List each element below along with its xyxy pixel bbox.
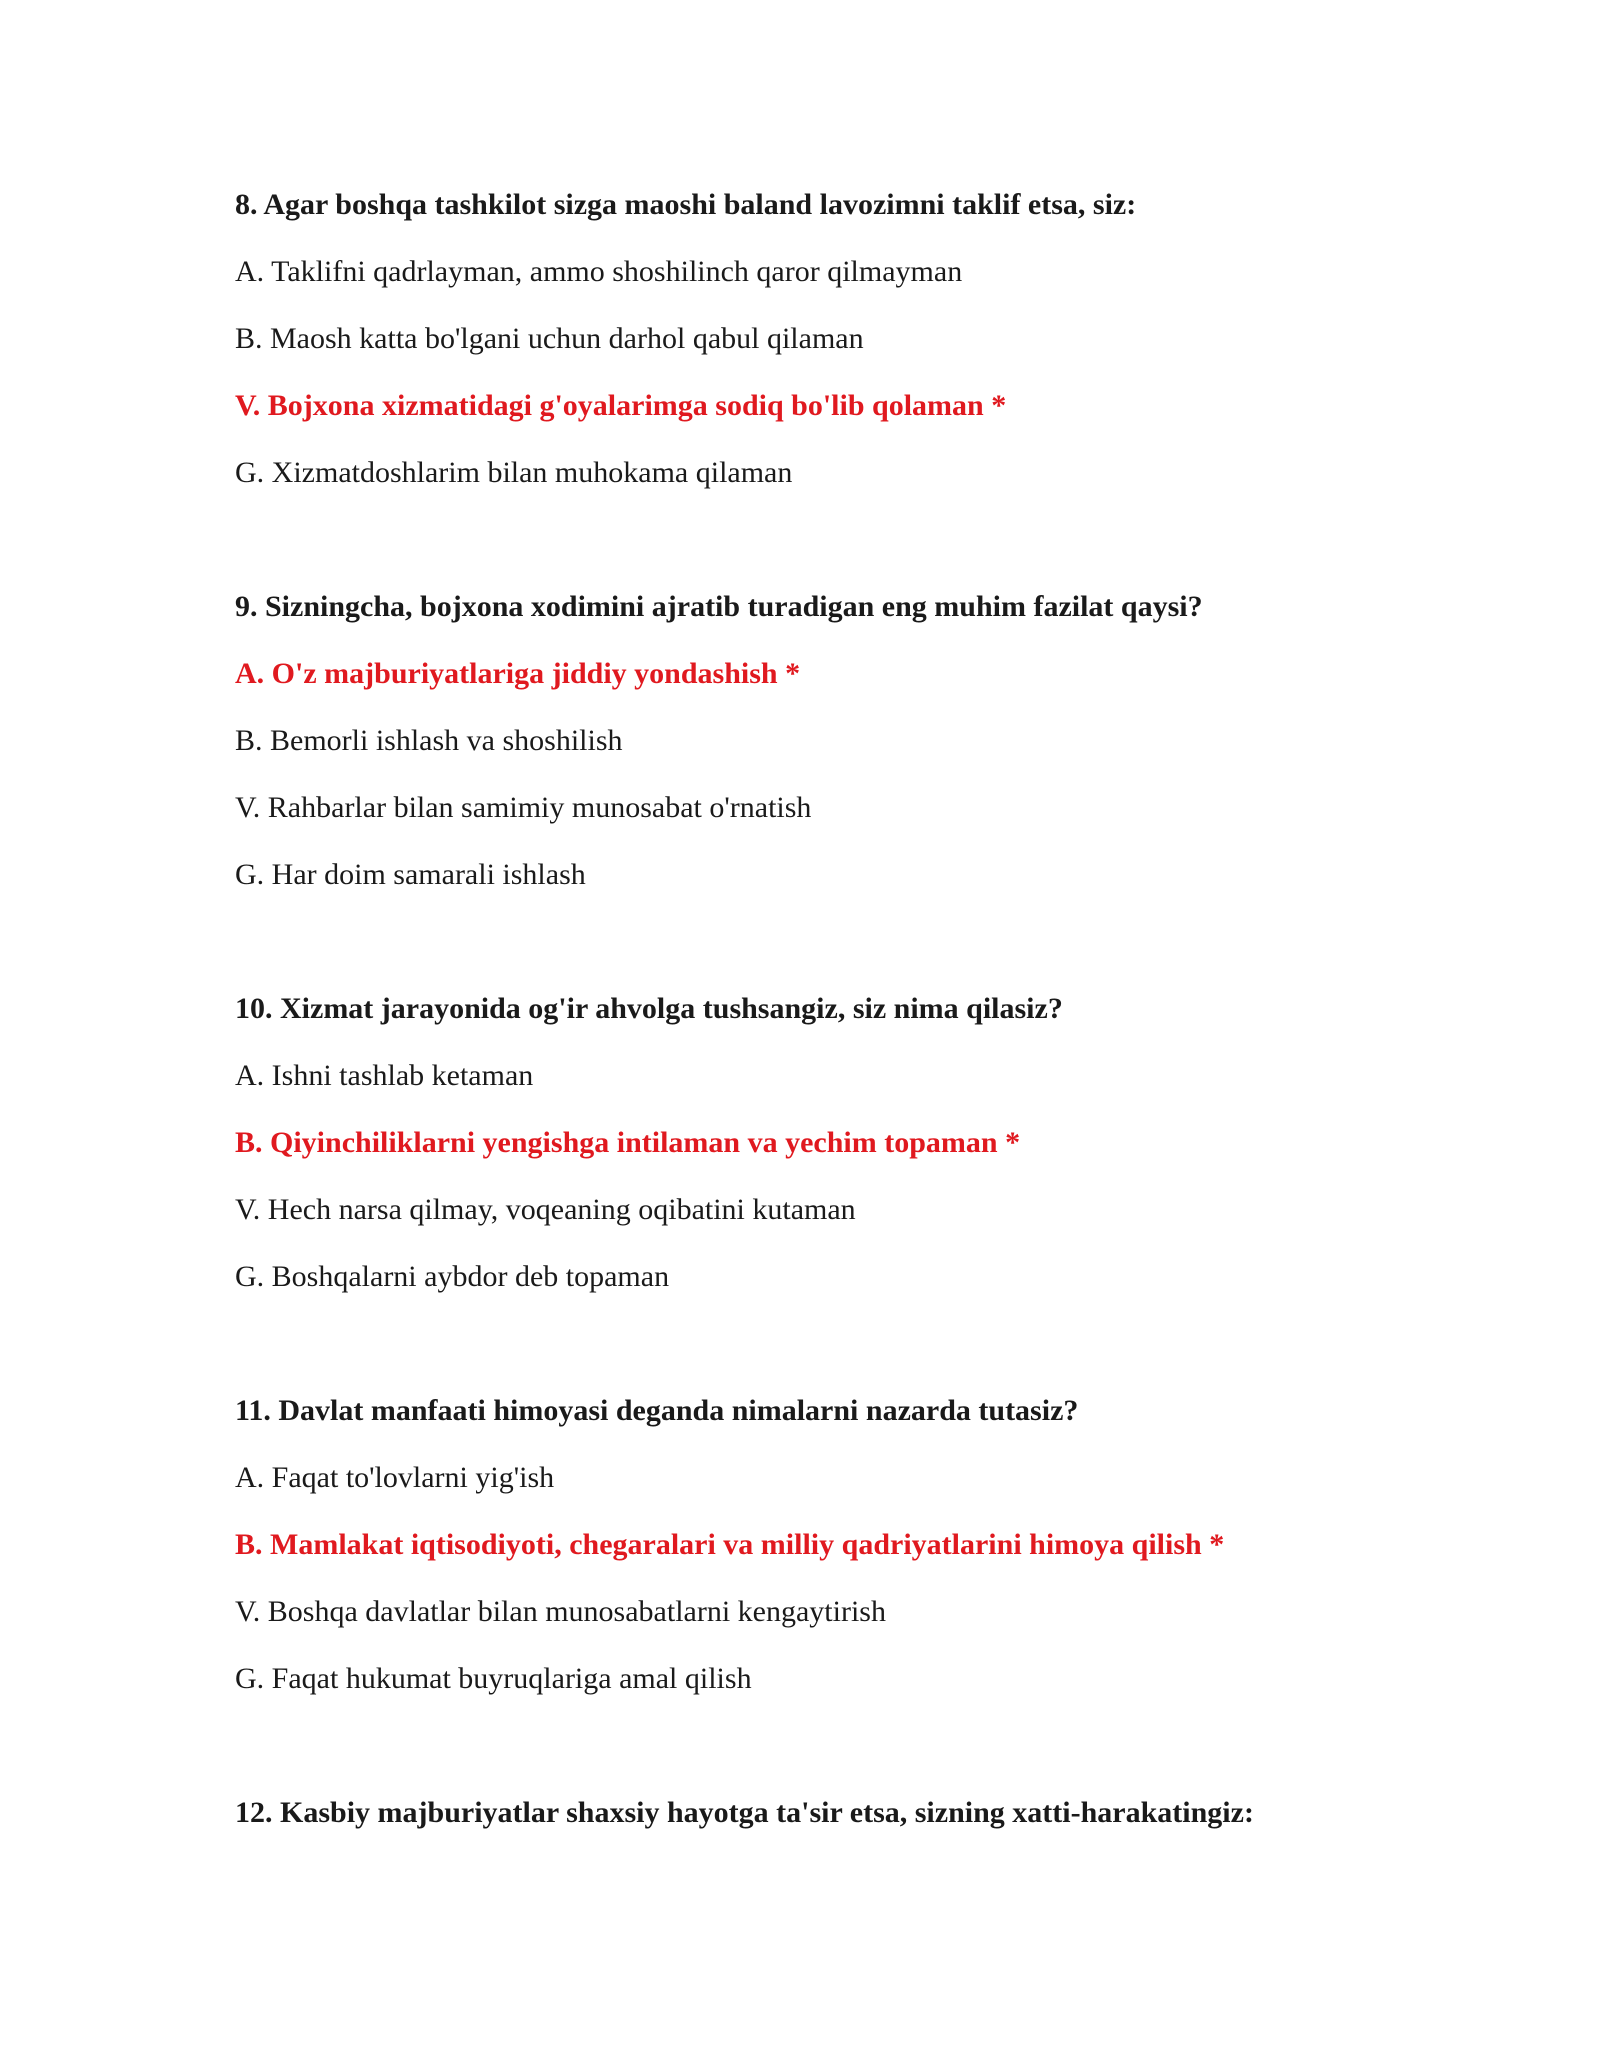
question-12 [235,1796,1485,1830]
option-v: V. Boshqa davlatlar bilan munosabatlarni kengaytirish [235,1595,886,1628]
option-g: G. Boshqalarni aybdor deb topaman [235,1260,670,1293]
question-8 [235,188,1485,490]
option-g: G. Har doim samarali ishlash [235,858,586,891]
option-b: B. Maosh katta bo'lgani uchun darhol qabul qilaman [235,322,864,355]
option-a: A. Taklifni qadrlayman, ammo shoshilinch qaror qilmayman [235,255,963,288]
question-title: 11. Davlat manfaati himoyasi deganda nimalarni nazarda tutasiz? [235,1394,1079,1427]
option-b-correct: B. Qiyinchiliklarni yengishga intilaman va yechim topaman * [235,1126,1021,1159]
option-v-correct: V. Bojxona xizmatidagi g'oyalarimga sodiq bo'lib qolaman * [235,389,1007,422]
option-g: G. Faqat hukumat buyruqlariga amal qilish [235,1662,752,1695]
option-a: A. Ishni tashlab ketaman [235,1059,534,1092]
option-a: A. Faqat to'lovlarni yig'ish [235,1461,555,1494]
question-title: 9. Sizningcha, bojxona xodimini ajratib turadigan eng muhim fazilat qaysi? [235,590,1203,623]
question-title: 10. Xizmat jarayonida og'ir ahvolga tushsangiz, siz nima qilasiz? [235,992,1063,1025]
question-10 [235,992,1485,1294]
option-g: G. Xizmatdoshlarim bilan muhokama qilaman [235,456,793,489]
question-title: 8. Agar boshqa tashkilot sizga maoshi baland lavozimni taklif etsa, siz: [235,188,1137,221]
option-v: V. Rahbarlar bilan samimiy munosabat o'rnatish [235,791,812,824]
option-v: V. Hech narsa qilmay, voqeaning oqibatini kutaman [235,1193,856,1226]
question-title: 12. Kasbiy majburiyatlar shaxsiy hayotga ta'sir etsa, sizning xatti-harakatingiz: [235,1796,1254,1829]
question-11 [235,1394,1485,1696]
option-b-correct: B. Mamlakat iqtisodiyoti, chegaralari va milliy qadriyatlarini himoya qilish * [235,1528,1225,1561]
question-9 [235,590,1485,892]
option-a-correct: A. O'z majburiyatlariga jiddiy yondashish * [235,657,801,690]
option-b: B. Bemorli ishlash va shoshilish [235,724,623,757]
